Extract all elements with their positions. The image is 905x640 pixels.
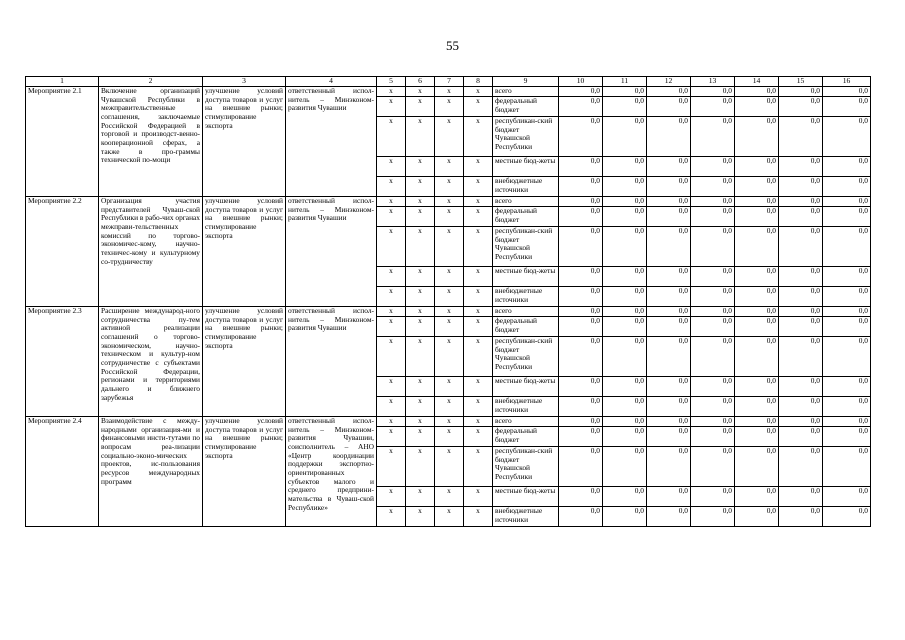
table-row: [26, 307, 871, 317]
amount-cell: 0,0: [735, 417, 779, 427]
budget-code-cell: x: [377, 337, 406, 377]
amount-cell: 0,0: [559, 317, 603, 337]
amount-cell: 0,0: [647, 97, 691, 117]
amount-cell: 0,0: [559, 207, 603, 227]
amount-cell: 0,0: [559, 377, 603, 397]
amount-cell: 0,0: [779, 487, 823, 507]
amount-cell: 0,0: [691, 447, 735, 487]
amount-cell: 0,0: [691, 227, 735, 267]
amount-cell: 0,0: [779, 397, 823, 417]
column-header-6: 6: [406, 77, 435, 87]
activity-executor: ответственный испол-нитель – Минэконом-развития Чувашии: [286, 197, 377, 307]
budget-code-cell: x: [464, 377, 493, 397]
amount-cell: 0,0: [603, 227, 647, 267]
amount-cell: 0,0: [823, 337, 871, 377]
budget-code-cell: x: [464, 337, 493, 377]
amount-cell: 0,0: [823, 207, 871, 227]
amount-cell: 0,0: [647, 397, 691, 417]
amount-cell: 0,0: [647, 447, 691, 487]
budget-code-cell: x: [406, 417, 435, 427]
activity-result: улучшение условий доступа товаров и услуг на внешние рынки; стимулирование экспорта: [203, 307, 286, 417]
budget-code-cell: x: [377, 447, 406, 487]
amount-cell: 0,0: [559, 97, 603, 117]
budget-code-cell: x: [464, 427, 493, 447]
amount-cell: 0,0: [603, 507, 647, 527]
amount-cell: 0,0: [603, 197, 647, 207]
amount-cell: 0,0: [691, 377, 735, 397]
amount-cell: 0,0: [559, 177, 603, 197]
amount-cell: 0,0: [603, 97, 647, 117]
amount-cell: 0,0: [735, 97, 779, 117]
budget-code-cell: x: [435, 487, 464, 507]
amount-cell: 0,0: [603, 417, 647, 427]
amount-cell: 0,0: [559, 427, 603, 447]
column-header-4: 4: [286, 77, 377, 87]
amount-cell: 0,0: [647, 177, 691, 197]
budget-code-cell: x: [435, 317, 464, 337]
amount-cell: 0,0: [647, 207, 691, 227]
amount-cell: 0,0: [603, 307, 647, 317]
column-header-8: 8: [464, 77, 493, 87]
budget-code-cell: x: [406, 427, 435, 447]
funding-source: федеральный бюджет: [493, 317, 559, 337]
budget-code-cell: x: [377, 207, 406, 227]
amount-cell: 0,0: [603, 157, 647, 177]
amount-cell: 0,0: [735, 337, 779, 377]
budget-code-cell: x: [464, 87, 493, 97]
budget-code-cell: x: [435, 97, 464, 117]
amount-cell: 0,0: [559, 117, 603, 157]
funding-source: внебюджетные источники: [493, 507, 559, 527]
amount-cell: 0,0: [823, 507, 871, 527]
budget-code-cell: x: [435, 417, 464, 427]
activity-result: улучшение условий доступа товаров и услуг на внешние рынки; стимулирование экспорта: [203, 197, 286, 307]
activity-name: Расширение международ-ного сотрудничества пу-тем активной реализации соглашений о торгово-экономическом, научно-техническом и культур-ном сотрудничестве с субъектами Российской Федерации, регионами и территориями дальнего и ближнего зарубежья: [99, 307, 203, 417]
budget-code-cell: x: [377, 427, 406, 447]
funding-source: внебюджетные источники: [493, 177, 559, 197]
amount-cell: 0,0: [647, 417, 691, 427]
budget-code-cell: x: [464, 397, 493, 417]
budget-code-cell: x: [464, 157, 493, 177]
budget-code-cell: x: [435, 397, 464, 417]
amount-cell: 0,0: [735, 117, 779, 157]
activity-id: Мероприятие 2.1: [26, 87, 99, 197]
amount-cell: 0,0: [647, 287, 691, 307]
amount-cell: 0,0: [691, 87, 735, 97]
budget-code-cell: x: [435, 87, 464, 97]
activity-executor: ответственный испол-нитель – Минэконом-развития Чувашии: [286, 307, 377, 417]
amount-cell: 0,0: [603, 397, 647, 417]
column-header-9: 9: [493, 77, 559, 87]
activity-result: улучшение условий доступа товаров и услуг на внешние рынки; стимулирование экспорта: [203, 87, 286, 197]
amount-cell: 0,0: [603, 207, 647, 227]
amount-cell: 0,0: [735, 427, 779, 447]
budget-code-cell: x: [435, 117, 464, 157]
amount-cell: 0,0: [691, 97, 735, 117]
amount-cell: 0,0: [823, 177, 871, 197]
amount-cell: 0,0: [691, 397, 735, 417]
budget-code-cell: x: [435, 307, 464, 317]
budget-code-cell: x: [406, 267, 435, 287]
budget-code-cell: x: [377, 227, 406, 267]
funding-source: федеральный бюджет: [493, 97, 559, 117]
amount-cell: 0,0: [647, 87, 691, 97]
amount-cell: 0,0: [647, 117, 691, 157]
column-header-13: 13: [691, 77, 735, 87]
column-header-14: 14: [735, 77, 779, 87]
amount-cell: 0,0: [779, 307, 823, 317]
table-row: [26, 87, 871, 97]
amount-cell: 0,0: [735, 307, 779, 317]
budget-code-cell: x: [464, 487, 493, 507]
funding-source: всего: [493, 307, 559, 317]
amount-cell: 0,0: [823, 87, 871, 97]
budget-code-cell: x: [377, 417, 406, 427]
budget-code-cell: x: [406, 207, 435, 227]
amount-cell: 0,0: [603, 287, 647, 307]
budget-code-cell: x: [377, 317, 406, 337]
amount-cell: 0,0: [603, 337, 647, 377]
amount-cell: 0,0: [779, 157, 823, 177]
funding-source: республикан-ский бюджет Чувашской Республики: [493, 117, 559, 157]
budget-code-cell: x: [435, 197, 464, 207]
amount-cell: 0,0: [823, 417, 871, 427]
amount-cell: 0,0: [691, 287, 735, 307]
amount-cell: 0,0: [691, 267, 735, 287]
amount-cell: 0,0: [603, 427, 647, 447]
amount-cell: 0,0: [691, 427, 735, 447]
budget-code-cell: x: [406, 227, 435, 267]
amount-cell: 0,0: [647, 317, 691, 337]
amount-cell: 0,0: [735, 507, 779, 527]
amount-cell: 0,0: [603, 117, 647, 157]
table-row: [26, 197, 871, 207]
amount-cell: 0,0: [691, 487, 735, 507]
budget-code-cell: x: [464, 417, 493, 427]
budget-code-cell: x: [377, 97, 406, 117]
amount-cell: 0,0: [823, 427, 871, 447]
amount-cell: 0,0: [779, 337, 823, 377]
funding-source: федеральный бюджет: [493, 207, 559, 227]
amount-cell: 0,0: [603, 177, 647, 197]
amount-cell: 0,0: [735, 227, 779, 267]
funding-source: всего: [493, 417, 559, 427]
funding-source: республикан-ский бюджет Чувашской Республики: [493, 447, 559, 487]
amount-cell: 0,0: [691, 307, 735, 317]
budget-code-cell: x: [377, 287, 406, 307]
amount-cell: 0,0: [779, 117, 823, 157]
amount-cell: 0,0: [691, 507, 735, 527]
amount-cell: 0,0: [823, 227, 871, 267]
amount-cell: 0,0: [559, 417, 603, 427]
budget-code-cell: x: [464, 307, 493, 317]
page-number: 55: [446, 38, 459, 53]
budget-code-cell: x: [435, 207, 464, 227]
amount-cell: 0,0: [603, 317, 647, 337]
budget-code-cell: x: [377, 177, 406, 197]
column-header-16: 16: [823, 77, 871, 87]
activity-id: Мероприятие 2.3: [26, 307, 99, 417]
budget-code-cell: x: [464, 447, 493, 487]
budget-code-cell: x: [435, 377, 464, 397]
activity-name: Организация участия представителей Чуваш-ской Республики в рабо-чих органах межправи-тельственных комиссий по торгово-экономичес-кому, научно-техничес-кому и культурному со-трудничеству: [99, 197, 203, 307]
budget-code-cell: x: [464, 177, 493, 197]
amount-cell: 0,0: [559, 487, 603, 507]
amount-cell: 0,0: [559, 397, 603, 417]
budget-code-cell: x: [377, 377, 406, 397]
budget-code-cell: x: [464, 227, 493, 267]
column-header-7: 7: [435, 77, 464, 87]
amount-cell: 0,0: [647, 507, 691, 527]
amount-cell: 0,0: [779, 447, 823, 487]
budget-code-cell: x: [406, 87, 435, 97]
budget-code-cell: x: [406, 307, 435, 317]
header-row: [26, 77, 871, 87]
column-header-1: 1: [26, 77, 99, 87]
activity-result: улучшение условий доступа товаров и услуг на внешние рынки; стимулирование экспорта: [203, 417, 286, 527]
amount-cell: 0,0: [735, 207, 779, 227]
amount-cell: 0,0: [823, 117, 871, 157]
amount-cell: 0,0: [823, 97, 871, 117]
amount-cell: 0,0: [691, 337, 735, 377]
amount-cell: 0,0: [823, 307, 871, 317]
budget-code-cell: x: [377, 157, 406, 177]
amount-cell: 0,0: [779, 377, 823, 397]
budget-code-cell: x: [377, 197, 406, 207]
funding-source: республикан-ский бюджет Чувашской Республики: [493, 337, 559, 377]
activity-executor: ответственный испол-нитель – Минэконом-развития Чувашии: [286, 87, 377, 197]
amount-cell: 0,0: [603, 87, 647, 97]
table-row: [26, 417, 871, 427]
amount-cell: 0,0: [823, 287, 871, 307]
amount-cell: 0,0: [735, 397, 779, 417]
amount-cell: 0,0: [691, 197, 735, 207]
amount-cell: 0,0: [559, 337, 603, 377]
activity-name: Включение организаций Чувашской Республики в межправительственные соглашения, заключаемые Российской Федерацией в торговой и производст-венно-кооперационной сферах, а также в про-граммы технической по-мощи: [99, 87, 203, 197]
amount-cell: 0,0: [647, 487, 691, 507]
amount-cell: 0,0: [823, 397, 871, 417]
activity-executor: ответственный испол-нитель – Минэконом-развития Чувашии, соисполнитель – АНО «Центр координации поддержки экспортно-ориентированных субъектов малого и среднего предприни-мательства в Чуваш-ской Республике»: [286, 417, 377, 527]
budget-code-cell: x: [377, 87, 406, 97]
amount-cell: 0,0: [823, 447, 871, 487]
funding-source: местные бюд-жеты: [493, 377, 559, 397]
amount-cell: 0,0: [647, 197, 691, 207]
funding-source: республикан-ский бюджет Чувашской Республики: [493, 227, 559, 267]
amount-cell: 0,0: [603, 487, 647, 507]
amount-cell: 0,0: [691, 177, 735, 197]
budget-code-cell: x: [464, 207, 493, 227]
budget-code-cell: x: [377, 397, 406, 417]
amount-cell: 0,0: [603, 267, 647, 287]
amount-cell: 0,0: [779, 427, 823, 447]
budget-code-cell: x: [435, 427, 464, 447]
amount-cell: 0,0: [735, 377, 779, 397]
budget-code-cell: x: [435, 157, 464, 177]
budget-code-cell: x: [435, 177, 464, 197]
column-header-15: 15: [779, 77, 823, 87]
amount-cell: 0,0: [559, 447, 603, 487]
budget-code-cell: x: [377, 507, 406, 527]
amount-cell: 0,0: [779, 287, 823, 307]
column-header-10: 10: [559, 77, 603, 87]
amount-cell: 0,0: [779, 267, 823, 287]
amount-cell: 0,0: [647, 157, 691, 177]
budget-code-cell: x: [435, 267, 464, 287]
budget-code-cell: x: [435, 337, 464, 377]
funding-source: внебюджетные источники: [493, 397, 559, 417]
budget-code-cell: x: [406, 487, 435, 507]
budget-code-cell: x: [406, 377, 435, 397]
amount-cell: 0,0: [691, 417, 735, 427]
amount-cell: 0,0: [559, 267, 603, 287]
amount-cell: 0,0: [735, 87, 779, 97]
amount-cell: 0,0: [735, 287, 779, 307]
column-header-11: 11: [603, 77, 647, 87]
budget-code-cell: x: [406, 337, 435, 377]
amount-cell: 0,0: [691, 317, 735, 337]
amount-cell: 0,0: [647, 377, 691, 397]
amount-cell: 0,0: [647, 267, 691, 287]
amount-cell: 0,0: [779, 197, 823, 207]
amount-cell: 0,0: [559, 157, 603, 177]
budget-code-cell: x: [377, 487, 406, 507]
amount-cell: 0,0: [779, 507, 823, 527]
amount-cell: 0,0: [735, 157, 779, 177]
budget-code-cell: x: [406, 287, 435, 307]
amount-cell: 0,0: [779, 97, 823, 117]
funding-source: всего: [493, 197, 559, 207]
budget-code-cell: x: [464, 267, 493, 287]
budget-code-cell: x: [464, 197, 493, 207]
amount-cell: 0,0: [823, 197, 871, 207]
budget-code-cell: x: [406, 177, 435, 197]
budget-code-cell: x: [406, 507, 435, 527]
budget-code-cell: x: [406, 317, 435, 337]
amount-cell: 0,0: [603, 377, 647, 397]
amount-cell: 0,0: [823, 377, 871, 397]
budget-code-cell: x: [406, 157, 435, 177]
budget-code-cell: x: [406, 97, 435, 117]
amount-cell: 0,0: [559, 197, 603, 207]
amount-cell: 0,0: [559, 507, 603, 527]
funding-source: всего: [493, 87, 559, 97]
budget-code-cell: x: [464, 97, 493, 117]
budget-code-cell: x: [406, 197, 435, 207]
amount-cell: 0,0: [559, 287, 603, 307]
column-header-5: 5: [377, 77, 406, 87]
amount-cell: 0,0: [735, 267, 779, 287]
amount-cell: 0,0: [823, 487, 871, 507]
funding-source: федеральный бюджет: [493, 427, 559, 447]
budget-code-cell: x: [377, 117, 406, 157]
budget-code-cell: x: [464, 117, 493, 157]
activity-name: Взаимодействие с между-народными организация-ми и финансовыми инсти-тутами по вопросам реа-лизации социально-эконо-мических проектов, ис-пользования ресурсов международных программ: [99, 417, 203, 527]
budget-code-cell: x: [406, 117, 435, 157]
budget-code-cell: x: [435, 507, 464, 527]
funding-source: внебюджетные источники: [493, 287, 559, 307]
budget-code-cell: x: [377, 307, 406, 317]
amount-cell: 0,0: [559, 227, 603, 267]
amount-cell: 0,0: [559, 87, 603, 97]
amount-cell: 0,0: [735, 447, 779, 487]
amount-cell: 0,0: [779, 317, 823, 337]
amount-cell: 0,0: [823, 317, 871, 337]
funding-source: местные бюд-жеты: [493, 157, 559, 177]
activity-id: Мероприятие 2.2: [26, 197, 99, 307]
column-header-12: 12: [647, 77, 691, 87]
activity-id: Мероприятие 2.4: [26, 417, 99, 527]
funding-source: местные бюд-жеты: [493, 487, 559, 507]
amount-cell: 0,0: [647, 307, 691, 317]
budget-code-cell: x: [464, 507, 493, 527]
amount-cell: 0,0: [779, 207, 823, 227]
amount-cell: 0,0: [735, 487, 779, 507]
amount-cell: 0,0: [647, 227, 691, 267]
amount-cell: 0,0: [603, 447, 647, 487]
budget-code-cell: x: [435, 287, 464, 307]
amount-cell: 0,0: [735, 317, 779, 337]
amount-cell: 0,0: [779, 177, 823, 197]
amount-cell: 0,0: [823, 157, 871, 177]
amount-cell: 0,0: [691, 207, 735, 227]
amount-cell: 0,0: [735, 197, 779, 207]
amount-cell: 0,0: [647, 337, 691, 377]
budget-code-cell: x: [406, 397, 435, 417]
amount-cell: 0,0: [779, 227, 823, 267]
budget-code-cell: x: [464, 287, 493, 307]
column-header-2: 2: [99, 77, 203, 87]
amount-cell: 0,0: [735, 177, 779, 197]
budget-code-cell: x: [406, 447, 435, 487]
amount-cell: 0,0: [823, 267, 871, 287]
amount-cell: 0,0: [647, 427, 691, 447]
budget-code-cell: x: [377, 267, 406, 287]
amount-cell: 0,0: [691, 117, 735, 157]
amount-cell: 0,0: [691, 157, 735, 177]
budget-code-cell: x: [435, 447, 464, 487]
program-activities-table: [25, 76, 871, 527]
budget-code-cell: x: [464, 317, 493, 337]
amount-cell: 0,0: [559, 307, 603, 317]
amount-cell: 0,0: [779, 87, 823, 97]
budget-code-cell: x: [435, 227, 464, 267]
amount-cell: 0,0: [779, 417, 823, 427]
funding-source: местные бюд-жеты: [493, 267, 559, 287]
column-header-3: 3: [203, 77, 286, 87]
